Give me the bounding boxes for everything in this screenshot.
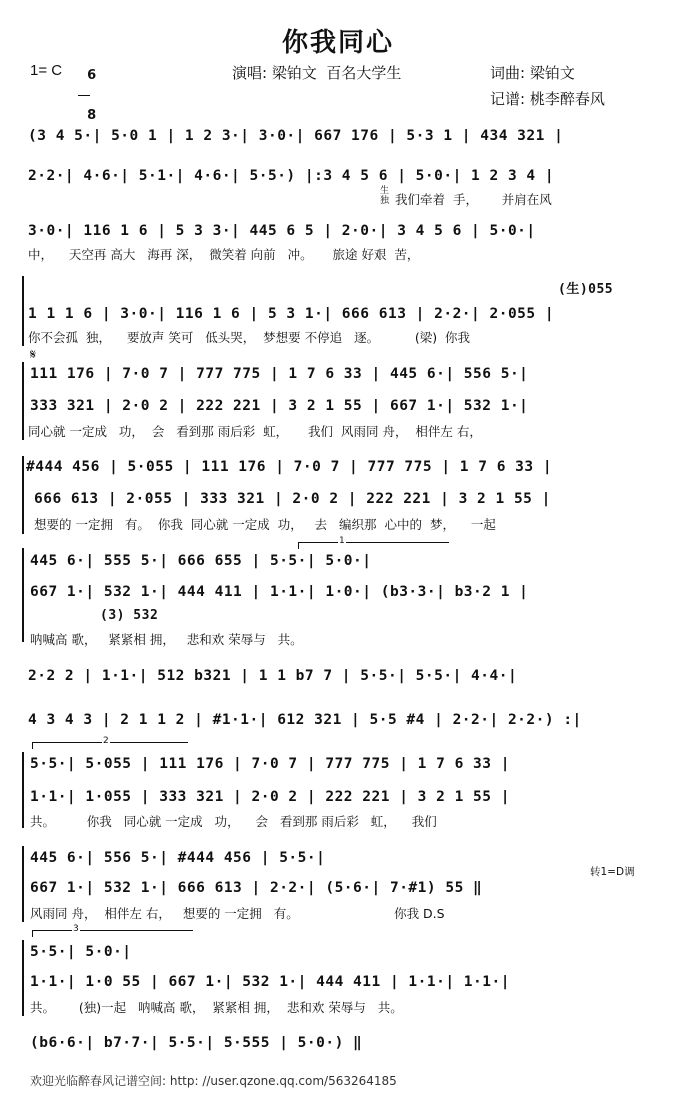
singers-credit: 演唱: 梁铂文 百名大学生 <box>232 64 402 82</box>
upper-voice-row-7: 445 6·| 555 5·| 666 655 | 5·5·| 5·0·| <box>30 553 372 569</box>
lyrics-row-5: 同心就 一定成 功， 会 看到那 雨后彩 虹， 我们 风雨同 舟， 相伴左 右， <box>28 424 482 439</box>
notation-row-12: 1·1·| 1·0 55 | 667 1·| 532 1·| 444 411 | 1·1·| 1·1·| <box>30 974 510 990</box>
lyrics-row-6: 想要的 一定拥 有。 你我 同心就 一定成 功， 去 编织那 心中的 梦， 一起 <box>34 517 496 532</box>
volta-bracket-1 <box>298 542 449 549</box>
upper-voice-row-12: 5·5·| 5·0·| <box>30 944 132 960</box>
system-brace <box>22 752 24 828</box>
time-sig-top: 6 <box>87 68 97 83</box>
segno-sign: 𝄋 <box>30 347 37 363</box>
notation-row-13: (b6·6·| b7·7·| 5·5·| 5·555 | 5·0·) ‖ <box>30 1035 363 1051</box>
upper-voice-row-5: 111 176 | 7·0 7 | 777 775 | 1 7 6 33 | 445 6·| 556 5·| <box>30 366 529 382</box>
volta-number-1: 1 <box>339 536 345 546</box>
upper-voice-row-4: (生)055 <box>558 282 614 297</box>
song-title: 你我同心 <box>281 28 394 58</box>
upper-voice-row-11: 445 6·| 556 5·| #444 456 | 5·5·| <box>30 850 326 866</box>
lyrics-row-7: 呐喊高 歌， 紧紧相 拥， 悲和欢 荣辱与 共。 <box>30 632 303 647</box>
system-brace <box>22 846 24 922</box>
lyrics-row-11: 风雨同 舟， 相伴左 右， 想要的 一定拥 有。 你我 D.S <box>30 906 445 921</box>
notation-row-7: 667 1·| 532 1·| 444 411 | 1·1·| 1·0·| (b3·3·| b3·2 1 | <box>30 584 529 600</box>
notation-row-10: 1·1·| 1·055 | 333 321 | 2·0 2 | 222 221 | 3 2 1 55 | <box>30 789 510 805</box>
system-brace <box>22 276 24 346</box>
time-sig-bottom: 8 <box>87 108 97 123</box>
lyrics-row-10: 共。 你我 同心就 一定成 功， 会 看到那 雨后彩 虹， 我们 <box>30 814 437 829</box>
lyrics-row-4: 你不会孤 独， 要放声 笑可 低头哭， 梦想要 不停追 逐。 (梁) 你我 <box>28 330 471 345</box>
notation-row-8: 2·2 2 | 1·1·| 512 b321 | 1 1 b7 7 | 5·5·| 5·5·| 4·4·| <box>28 668 518 684</box>
modulation-marker: 转1=D调 <box>590 866 635 878</box>
solo-marker: 生 独 <box>380 186 390 206</box>
volta-bracket-3 <box>32 930 193 937</box>
volta-number-2: 2 <box>103 736 109 746</box>
system-brace <box>22 456 24 534</box>
key-signature: 1= C <box>30 62 63 79</box>
alternate-notes: (3) 532 <box>100 608 159 623</box>
notation-row-9: 4 3 4 3 | 2 1 1 2 | #1·1·| 612 321 | 5·5 #4 | 2·2·| 2·2·) :| <box>28 712 582 728</box>
notation-row-1: (3 4 5·| 5·0 1 | 1 2 3·| 3·0·| 667 176 | 5·3 1 | 434 321 | <box>28 128 564 144</box>
lyrics-row-3: 中， 天空再 高大 海再 深， 微笑着 向前 冲。 旅途 好艰 苦， <box>28 247 420 262</box>
notation-row-3: 3·0·| 116 1 6 | 5 3 3·| 445 6 5 | 2·0·| 3 4 5 6 | 5·0·| <box>28 223 536 239</box>
composer-credit: 词曲: 梁铂文 <box>490 64 575 82</box>
lyrics-row-12: 共。 (独)一起 呐喊高 歌， 紧紧相 拥， 悲和欢 荣辱与 共。 <box>30 1000 403 1015</box>
footer-credit: 欢迎光临醉春风记谱空间: http: //user.qzone.qq.com/563264185 <box>30 1074 397 1088</box>
system-brace <box>22 548 24 642</box>
notation-row-4: 1 1 1 6 | 3·0·| 116 1 6 | 5 3 1·| 666 613 | 2·2·| 2·055 | <box>28 306 555 322</box>
system-brace <box>22 940 24 1016</box>
notation-row-11: 667 1·| 532 1·| 666 613 | 2·2·| (5·6·| 7·#1) 55 ‖ <box>30 880 483 896</box>
notation-row-2: 2·2·| 4·6·| 5·1·| 4·6·| 5·5·) |:3 4 5 6 | 5·0·| 1 2 3 4 | <box>28 168 555 184</box>
notation-row-5: 333 321 | 2·0 2 | 222 221 | 3 2 1 55 | 667 1·| 532 1·| <box>30 398 529 414</box>
upper-voice-row-6: #444 456 | 5·055 | 111 176 | 7·0 7 | 777 775 | 1 7 6 33 | <box>26 459 553 475</box>
time-signature <box>78 56 97 123</box>
lyrics-row-2: 我们牵着 手， 并肩在风 <box>395 192 552 207</box>
system-brace <box>22 362 24 440</box>
volta-number-3: 3 <box>73 924 79 934</box>
volta-bracket-2 <box>32 742 188 749</box>
notation-row-6: 666 613 | 2·055 | 333 321 | 2·0 2 | 222 221 | 3 2 1 55 | <box>34 491 551 507</box>
transcriber-credit: 记谱: 桃李醉春风 <box>490 90 605 108</box>
upper-voice-row-10: 5·5·| 5·055 | 111 176 | 7·0 7 | 777 775 | 1 7 6 33 | <box>30 756 510 772</box>
